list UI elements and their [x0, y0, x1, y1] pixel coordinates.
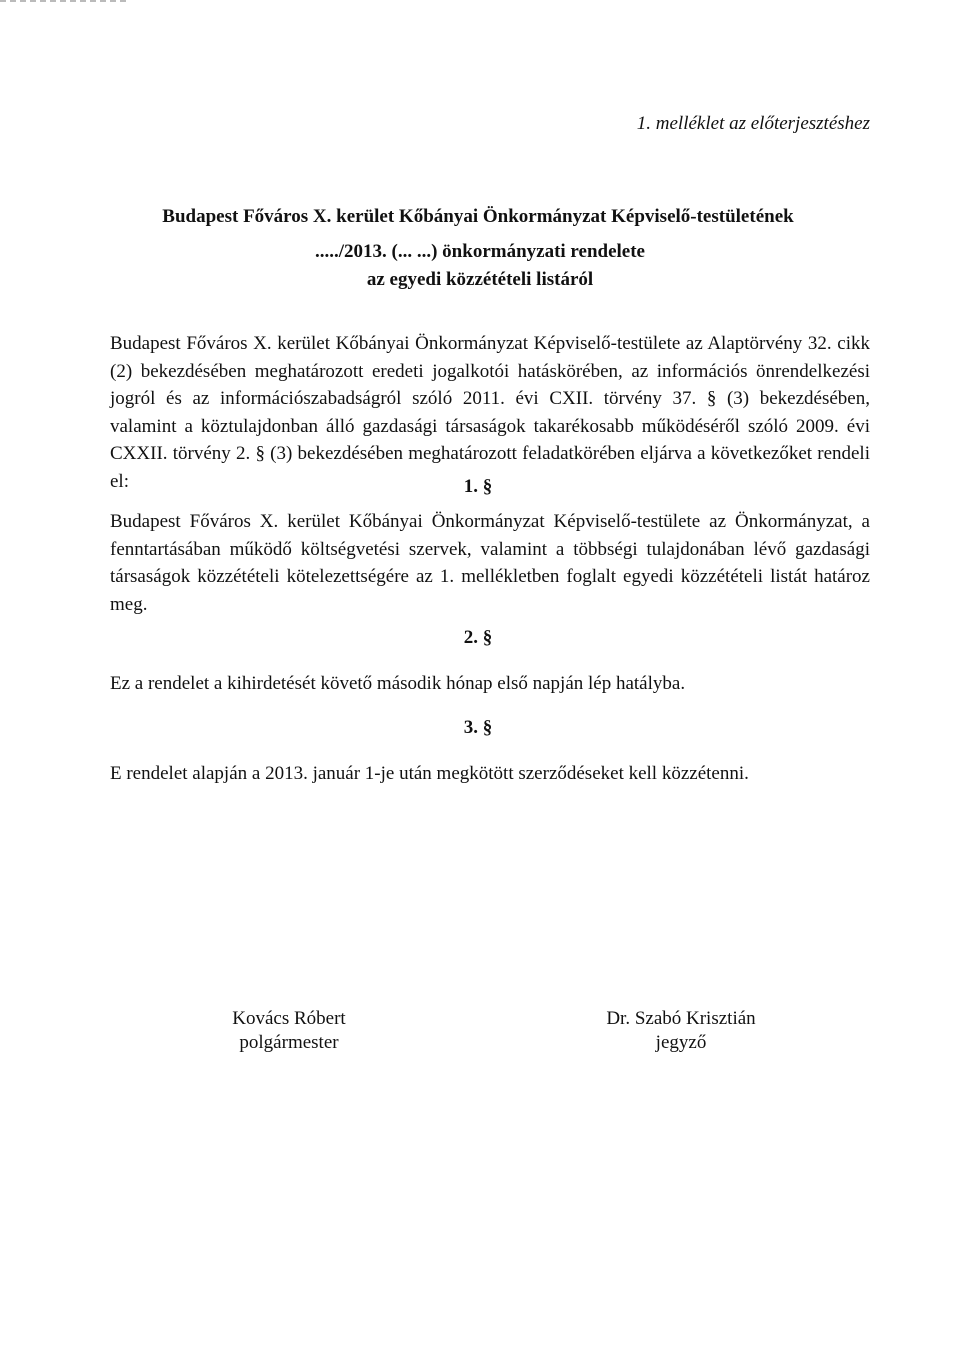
decree-title-issuer: Budapest Főváros X. kerület Kőbányai Önkormányzat Képviselő-testületének [162, 206, 794, 227]
section-1-text: Budapest Főváros X. kerület Kőbányai Önkormányzat Képviselő-testülete az Önkormányzat, a fenntartásában működő költségvetési szervek, valamint a többségi tulajdonában lévő gazdasági társaságok közzétételi kötelezettségére az 1. mellékletben foglalt egyedi közzétételi listát határoz meg. [110, 511, 870, 615]
signatory-title: polgármester [239, 1032, 339, 1053]
section-2-text: Ez a rendelet a kihirdetését követő második hónap első napján lép hatályba. [110, 673, 686, 694]
decree-title-subject: az egyedi közzétételi listáról [366, 269, 594, 290]
section-1-number: 1. § [463, 476, 493, 497]
preamble-paragraph: Budapest Főváros X. kerület Kőbányai Önkormányzat Képviselő-testülete az Alaptörvény 32. cikk (2) bekezdésében meghatározott eredeti jogalkotói hatáskörében, az információs önrendelkezési jogról és az információszabadságról szóló 2011. évi CXII. törvény 37. § (3) bekezdésében, valamint a köztulajdonban álló gazdasági társaságok takarékosabb működéséről szóló 2009. évi CXXII. törvény 2. § (3) bekezdésében meghatározott feladatkörében eljárva a következőket rendeli el: [110, 333, 870, 492]
signatory-name: Kovács Róbert [232, 1008, 346, 1029]
signature-block-mayor [169, 1007, 409, 1055]
signature-block-notary [561, 1007, 801, 1055]
signatory-title: jegyző [655, 1032, 707, 1053]
decree-title-number: ...../2013. (... ...) önkormányzati rendelete [315, 241, 645, 262]
section-3-number: 3. § [463, 717, 493, 738]
section-3-text: E rendelet alapján a 2013. január 1-je után megkötött szerződéseket kell közzétenni. [110, 763, 749, 784]
section-2-number: 2. § [463, 627, 493, 648]
signatory-name: Dr. Szabó Krisztián [606, 1008, 756, 1029]
scan-artifact [0, 0, 130, 2]
annex-label: 1. melléklet az előterjesztéshez [636, 113, 870, 134]
